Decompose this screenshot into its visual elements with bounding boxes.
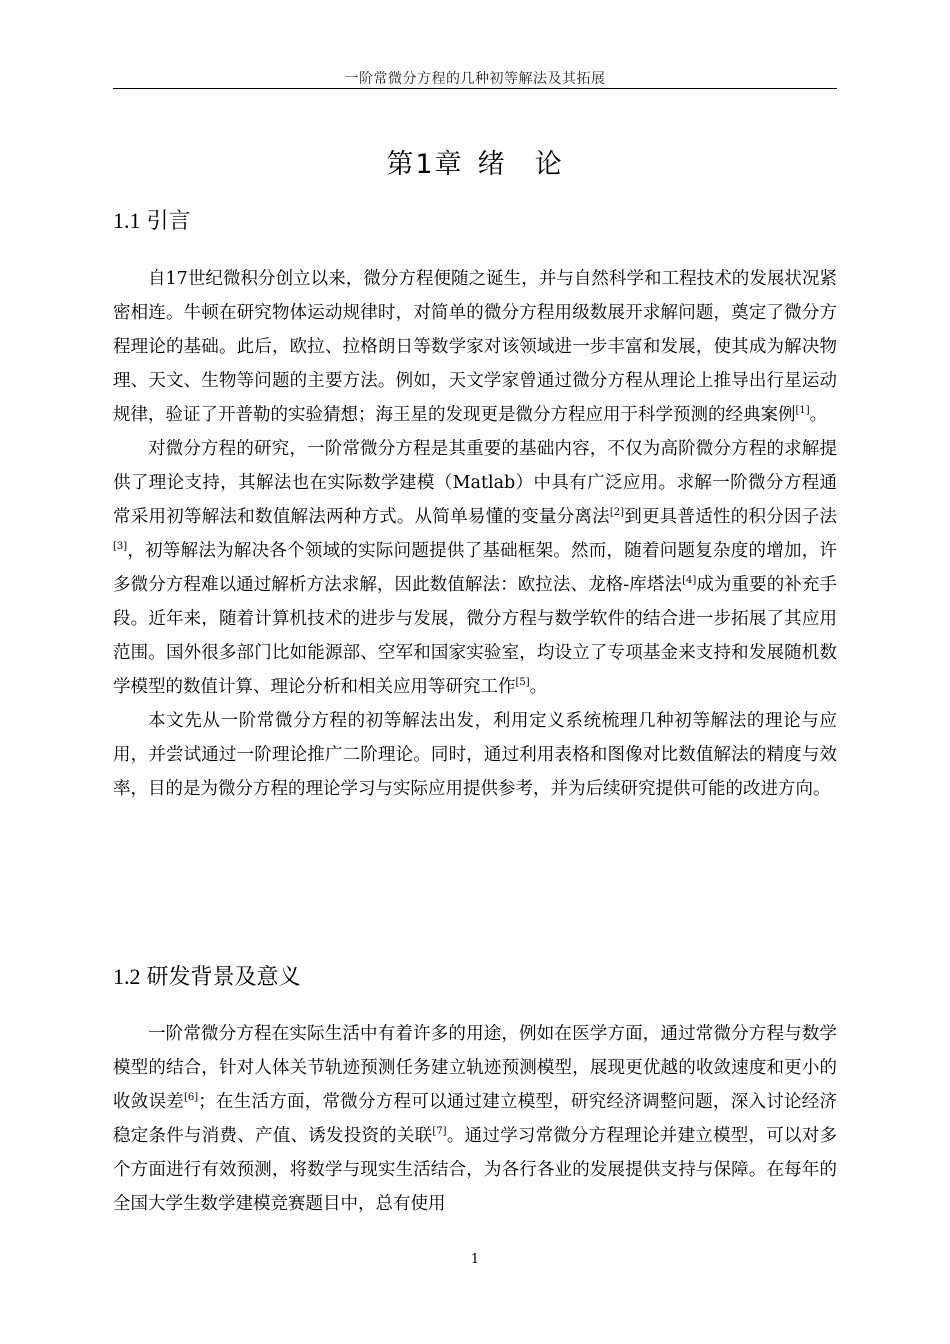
chapter-word-2: 论 — [534, 149, 564, 180]
chapter-label: 第1章 — [386, 149, 464, 180]
paragraph-2-text-b: 到更具普适性的积分因子法 — [624, 507, 838, 527]
header-rule — [113, 88, 837, 89]
paragraph-2-text-d: 成为重要的补充手段。近年来，随着计算机技术的进步与发展，微分方程与数学软件的结合进一步拓展了其应用范围。国外很多部门比如能源部、空军和国家实验室，均设立了专项基金来支持和发展随机数学模型的数值计算、理论分析和相关应用等研究工作 — [113, 575, 837, 697]
citation-3[interactable]: [3] — [113, 541, 128, 553]
paragraph-4-text-a: 一阶常微分方程在实际生活中有着许多的用途，例如在医学方面，通过常微分方程与数学模型的结合，针对人体关节轨迹预测任务建立轨迹预测模型，展现更优越的收敛速度和更小的收敛误差 — [113, 1024, 837, 1112]
paragraph-1-text: 自17世纪微积分创立以来，微分方程便随之诞生，并与自然科学和工程技术的发展状况紧密相连。牛顿在研究物体运动规律时，对简单的微分方程用级数展开求解问题，奠定了微分方程理论的基础。此后，欧拉、拉格朗日等数学家对该领域进一步丰富和发展，使其成为解决物理、天文、生物等问题的主要方法。例如，天文学家曾通过微分方程从理论上推导出行星运动规律，验证了开普勒的实验猜想；海王星的发现更是微分方程应用于科学预测的经典案例 — [113, 269, 837, 425]
citation-2[interactable]: [2] — [609, 507, 625, 519]
citation-5[interactable]: [5] — [515, 677, 530, 689]
paragraph-4 — [113, 1017, 837, 1221]
section-heading-1-1 — [113, 204, 191, 235]
paragraph-4-text-b: ；在生活方面，常微分方程可以通过建立模型，研究经济调整问题，深入讨论经济稳定条件与消费、产值、诱发投资的关联 — [113, 1092, 838, 1146]
section-number: 1.2 — [113, 964, 141, 989]
paragraph-2-text-a: 对微分方程的研究，一阶常微分方程是其重要的基础内容，不仅为高阶微分方程的求解提供了理论支持，其解法也在实际数学建模（Matlab）中具有广泛应用。求解一阶微分方程通常采用初等解法和数值解法两种方式。从简单易懂的变量分离法 — [113, 439, 837, 527]
section-1-1-body — [113, 262, 837, 806]
paragraph-2-text-c: ，初等解法为解决各个领域的实际问题提供了基础框架。然而，随着问题复杂度的增加，许多微分方程难以通过解析方法求解，因此数值解法：欧拉法、龙格-库塔法 — [113, 541, 837, 595]
citation-7[interactable]: [7] — [432, 1126, 447, 1138]
paragraph-4-text-c: 。通过学习常微分方程理论并建立模型，可以对多个方面进行有效预测，将数学与现实生活结合，为各行各业的发展提供支持与保障。在每年的全国大学生数学建模竞赛题目中，总有使用 — [113, 1126, 837, 1214]
section-number: 1.1 — [113, 208, 141, 233]
section-heading-1-2 — [113, 960, 301, 991]
section-1-2-body — [113, 1017, 837, 1221]
citation-6[interactable]: [6] — [184, 1092, 199, 1104]
citation-4[interactable]: [4] — [682, 575, 697, 587]
page-number: 1 — [470, 1252, 480, 1267]
paragraph-1 — [113, 262, 837, 432]
chapter-title — [113, 142, 837, 181]
section-title: 引言 — [146, 209, 191, 234]
paragraph-1-end: 。 — [809, 405, 828, 425]
running-header: 一阶常微分方程的几种初等解法及其拓展 — [344, 71, 606, 87]
chapter-word-1: 绪 — [477, 149, 507, 180]
paragraph-3: 本文先从一阶常微分方程的初等解法出发，利用定义系统梳理几种初等解法的理论与应用，并尝试通过一阶理论推广二阶理论。同时，通过利用表格和图像对比数值解法的精度与效率，目的是为微分方程的理论学习与实际应用提供参考，并为后续研究提供可能的改进方向。 — [113, 711, 837, 799]
paragraph-2 — [113, 432, 837, 704]
citation-1[interactable]: [1] — [795, 405, 810, 417]
section-title: 研发背景及意义 — [146, 965, 301, 990]
paragraph-2-end: 。 — [529, 677, 548, 697]
